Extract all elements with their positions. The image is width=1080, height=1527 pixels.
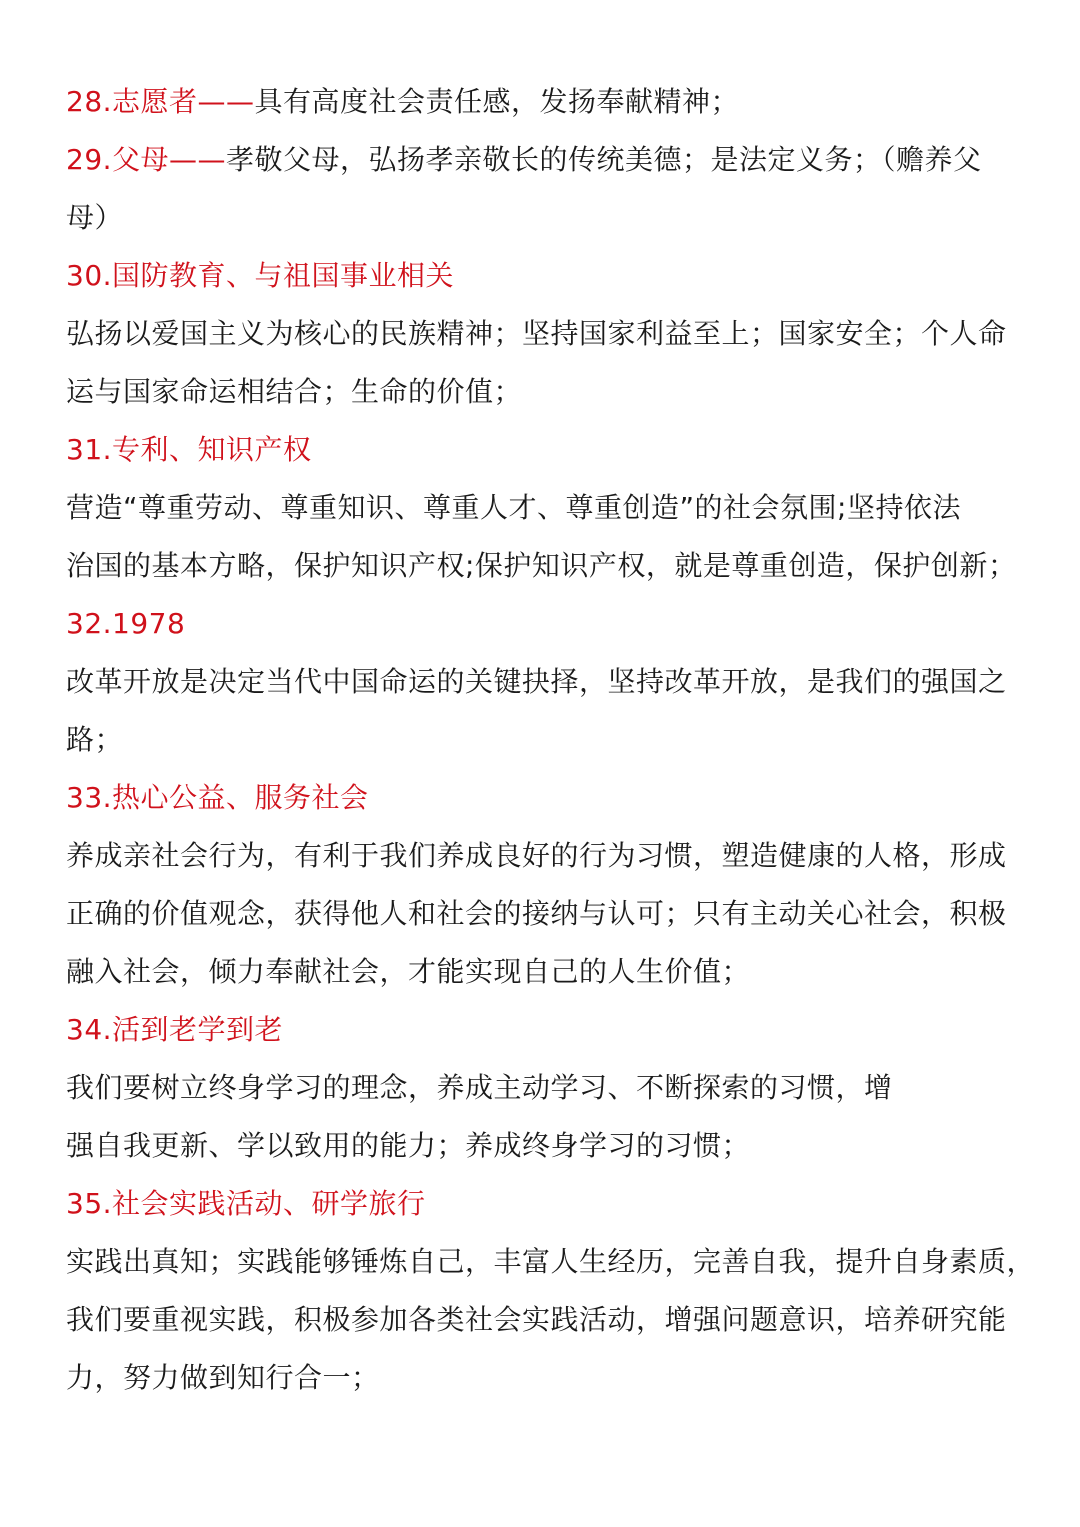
- item-34-body-line: 我们要树立终身学习的理念，养成主动学习、不断探索的习惯，增: [66, 1071, 893, 1104]
- item-28-heading: 28.志愿者——: [66, 85, 255, 118]
- item-35-heading: 35.社会实践活动、研学旅行: [66, 1187, 426, 1220]
- item-32-body-line: 改革开放是决定当代中国命运的关键抉择，坚持改革开放，是我们的强国之: [66, 665, 1007, 698]
- item-34-heading: 34.活到老学到老: [66, 1013, 284, 1046]
- item-33-heading: 33.热心公益、服务社会: [66, 781, 369, 814]
- item-30-body-line: 弘扬以爱国主义为核心的民族精神；坚持国家利益至上；国家安全；个人命: [66, 317, 1007, 350]
- item-32-body-line: 路；: [66, 723, 124, 756]
- item-28-text: 具有高度社会责任感，发扬奉献精神；: [254, 85, 740, 118]
- item-31-heading: 31.专利、知识产权: [66, 433, 312, 466]
- item-35-body-line: 我们要重视实践，积极参加各类社会实践活动，增强问题意识，培养研究能: [66, 1303, 1007, 1336]
- item-29-heading: 29.父母——: [66, 143, 227, 176]
- item-29-text: 孝敬父母，弘扬孝亲敬长的传统美德；是法定义务；（赡养父: [226, 143, 982, 176]
- item-34-body-line: 强自我更新、学以致用的能力；养成终身学习的习惯；: [66, 1129, 751, 1162]
- item-30-heading: 30.国防教育、与祖国事业相关: [66, 259, 455, 292]
- item-33-body-line: 正确的价值观念，获得他人和社会的接纳与认可；只有主动关心社会，积极: [66, 897, 1007, 930]
- item-31-body-line: 营造“尊重劳动、尊重知识、尊重人才、尊重创造”的社会氛围;坚持依法: [66, 491, 961, 524]
- item-29-text-continued: 母）: [66, 201, 124, 234]
- item-35-body-line: 实践出真知；实践能够锤炼自己，丰富人生经历，完善自我，提升自身素质，: [66, 1245, 1036, 1278]
- item-29-line: [66, 131, 1026, 189]
- item-33-body-line: 养成亲社会行为，有利于我们养成良好的行为习惯，塑造健康的人格，形成: [66, 839, 1007, 872]
- item-32-heading: 32.1978: [66, 607, 186, 640]
- item-35-body-line: 力，努力做到知行合一；: [66, 1361, 380, 1394]
- document-page: [66, 73, 1036, 1407]
- item-30-body-line: 运与国家命运相结合；生命的价值；: [66, 375, 523, 408]
- item-28-line: [66, 73, 1026, 131]
- item-31-body-line: 治国的基本方略，保护知识产权;保护知识产权，就是尊重创造，保护创新；: [66, 549, 1017, 582]
- item-33-body-line: 融入社会，倾力奉献社会，才能实现自己的人生价值；: [66, 955, 751, 988]
